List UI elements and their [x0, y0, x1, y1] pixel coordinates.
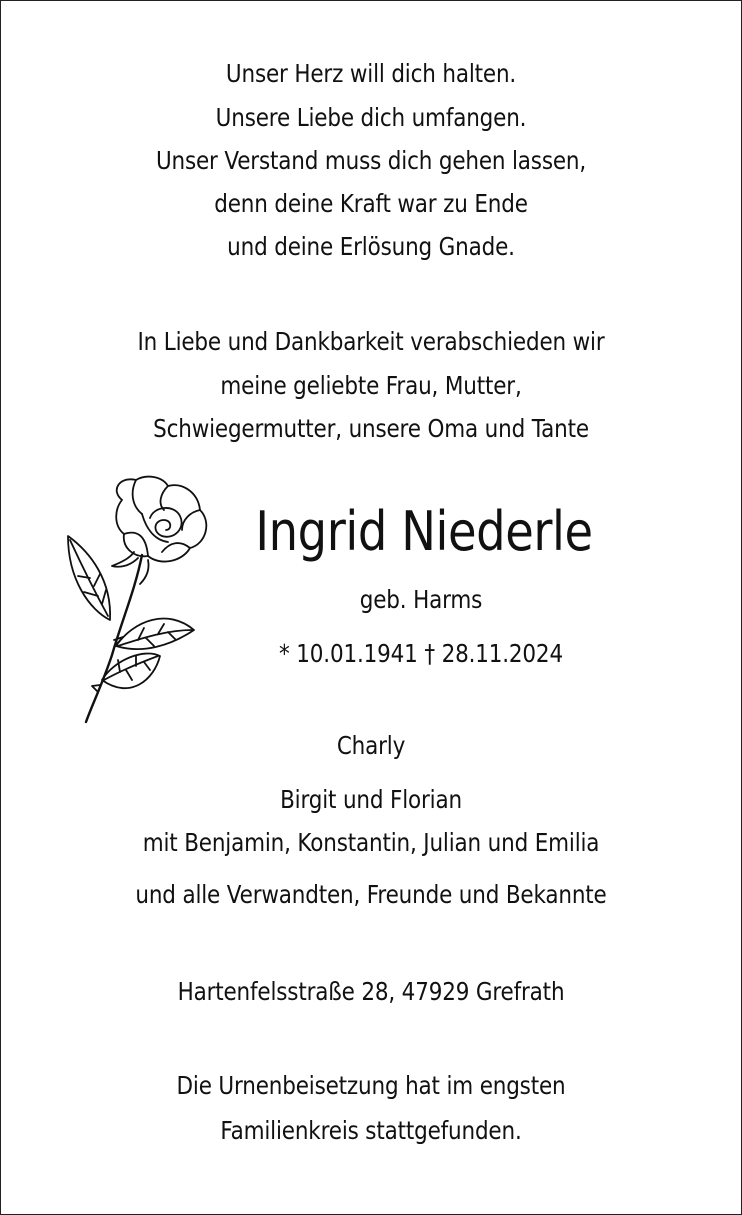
deceased-name: Ingrid Niederle — [255, 500, 593, 563]
poem-line: Unsere Liebe dich umfangen. — [215, 103, 527, 132]
intro-line: meine geliebte Frau, Mutter, — [220, 371, 522, 400]
mourner-line: und alle Verwandten, Freunde und Bekannte — [135, 880, 607, 909]
address: Hartenfelsstraße 28, 47929 Grefrath — [177, 977, 565, 1006]
poem-line: Unser Verstand muss dich gehen lassen, — [155, 146, 587, 175]
poem-line: Unser Herz will dich halten. — [225, 59, 517, 88]
poem-line: denn deine Kraft war zu Ende — [214, 189, 528, 218]
intro-line: In Liebe und Dankbarkeit verabschieden wir — [137, 327, 605, 356]
life-dates: * 10.01.1941 † 28.11.2024 — [279, 639, 563, 668]
mourner-line: Birgit und Florian — [280, 785, 462, 814]
maiden-name: geb. Harms — [359, 585, 483, 614]
intro-line: Schwiegermutter, unsere Oma und Tante — [153, 414, 589, 443]
mourner-line: Charly — [336, 731, 406, 760]
mourner-line: mit Benjamin, Konstantin, Julian und Emilia — [142, 828, 600, 857]
poem-line: und deine Erlösung Gnade. — [227, 232, 515, 261]
notice-line: Die Urnenbeisetzung hat im engsten — [176, 1071, 566, 1100]
notice-line: Familienkreis stattgefunden. — [220, 1116, 522, 1145]
